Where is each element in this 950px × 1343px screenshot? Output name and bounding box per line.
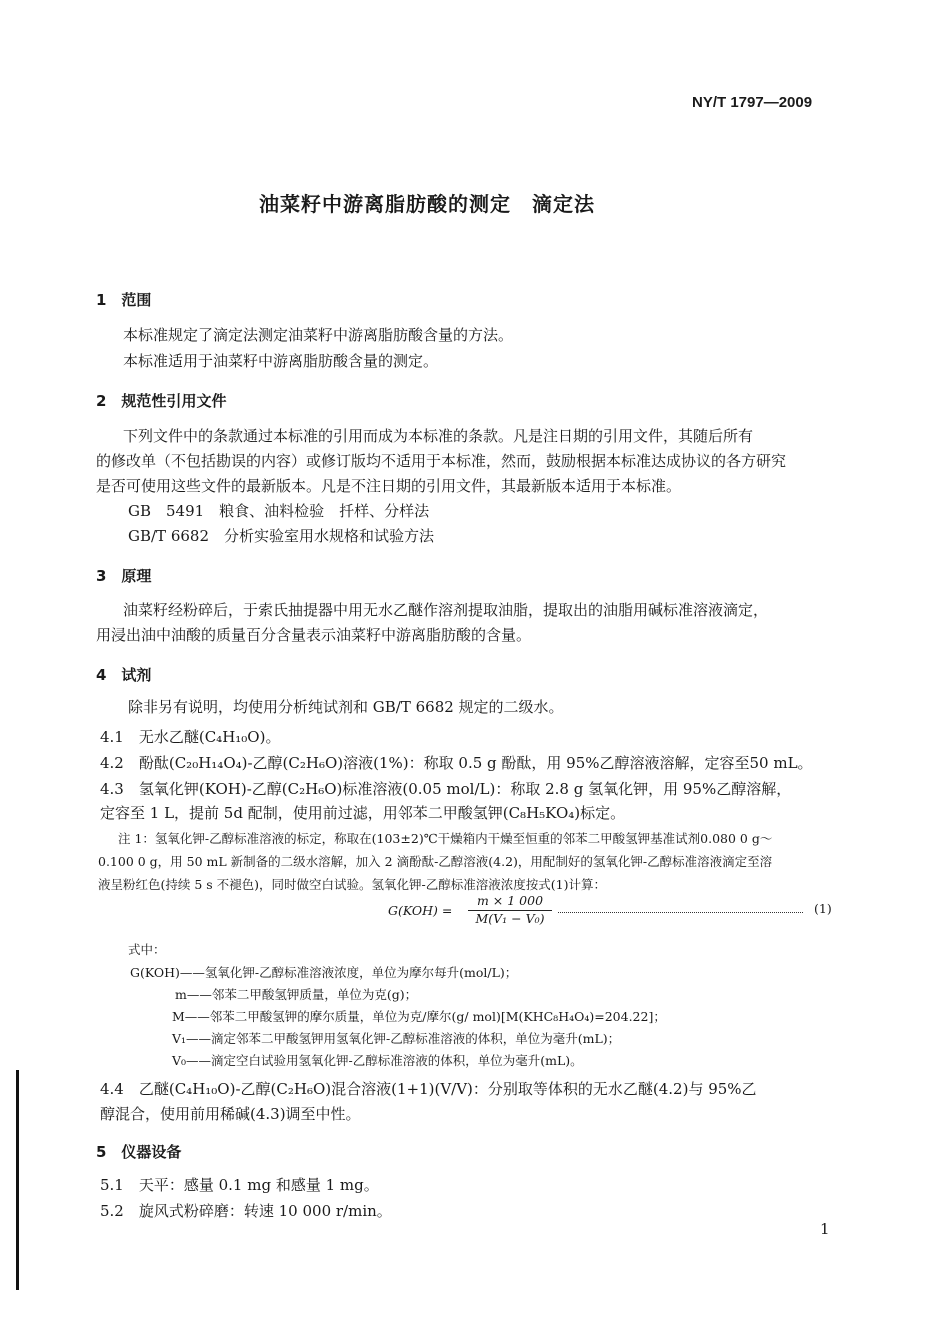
reference-gbt-6682: GB/T 6682 分析实验室用水规格和试验方法 (128, 527, 435, 545)
section-1-heading: 1 范围 (96, 291, 152, 309)
where-molar-mass: M——邻苯二甲酸氢钾的摩尔质量，单位为克/摩尔(g/ mol)[M(KHC₈H₄O₄)=204.22]； (172, 1009, 666, 1024)
section-4-intro: 除非另有说明，均使用分析纯试剂和 GB/T 6682 规定的二级水。 (128, 698, 564, 716)
clause-4-3-line-1: 4.3 氢氧化钾(KOH)-乙醇(C₂H₆O)标准溶液(0.05 mol/L)：称取 2.8 g 氢氧化钾，用 95%乙醇溶解， (100, 780, 792, 798)
reference-gb-5491: GB 5491 粮食、油料检验 扦样、分样法 (128, 502, 430, 520)
clause-4-4-line-1: 4.4 乙醚(C₄H₁₀O)-乙醇(C₂H₆O)混合溶液(1+1)(V/V)：分别取等体积的无水乙醚(4.2)与 95%乙 (100, 1080, 757, 1098)
document-title: 油菜籽中游离脂肪酸的测定 滴定法 (259, 192, 595, 216)
section-3-heading: 3 原理 (96, 567, 152, 585)
equation-number: (1) (814, 901, 832, 916)
where-gkoh: G(KOH)——氢氧化钾-乙醇标准溶液浓度，单位为摩尔每升(mol/L)； (130, 965, 518, 980)
clause-4-4-line-2: 醇混合，使用前用稀碱(4.3)调至中性。 (100, 1105, 361, 1123)
scan-edge-mark (16, 1070, 19, 1290)
section-1-line-2: 本标准适用于油菜籽中游离脂肪酸含量的测定。 (123, 352, 439, 370)
section-5-heading: 5 仪器设备 (96, 1143, 182, 1161)
section-2-line-3: 是否可使用这些文件的最新版本。凡是不注日期的引用文件，其最新版本适用于本标准。 (96, 477, 682, 495)
section-2-line-1: 下列文件中的条款通过本标准的引用而成为本标准的条款。凡是注日期的引用文件，其随后所有 (123, 427, 754, 445)
standard-number: NY/T 1797—2009 (692, 94, 813, 111)
formula-lhs: G(KOH) = (388, 903, 453, 918)
formula-denominator: M(V₁ − V₀) (475, 911, 545, 926)
clause-5-1: 5.1 天平：感量 0.1 mg 和感量 1 mg。 (100, 1176, 379, 1194)
section-3-line-1: 油菜籽经粉碎后，于索氏抽提器中用无水乙醚作溶剂提取油脂，提取出的油脂用碱标准溶液滴定， (123, 601, 769, 619)
section-2-line-2: 的修改单（不包括勘误的内容）或修订版均不适用于本标准，然而，鼓励根据本标准达成协议的各方研究 (96, 452, 787, 470)
where-v0: V₀——滴定空白试验用氢氧化钾-乙醇标准溶液的体积，单位为毫升(mL)。 (172, 1053, 583, 1068)
section-3-line-2: 用浸出油中油酸的质量百分含量表示油菜籽中游离脂肪酸的含量。 (96, 626, 532, 644)
leader-dots (558, 912, 803, 913)
page-number: 1 (820, 1220, 830, 1238)
section-2-heading: 2 规范性引用文件 (96, 392, 227, 410)
clause-5-2: 5.2 旋风式粉碎磨：转速 10 000 r/min。 (100, 1202, 392, 1220)
where-label: 式中： (128, 942, 166, 957)
section-4-heading: 4 试剂 (96, 666, 152, 684)
clause-4-2: 4.2 酚酞(C₂₀H₁₄O₄)-乙醇(C₂H₆O)溶液(1%)：称取 0.5 g 酚酞，用 95%乙醇溶液溶解，定容至50 mL。 (100, 754, 813, 772)
clause-4-1: 4.1 无水乙醚(C₄H₁₀O)。 (100, 728, 281, 746)
where-m: m——邻苯二甲酸氢钾质量，单位为克(g)； (175, 987, 418, 1002)
section-1-line-1: 本标准规定了滴定法测定油菜籽中游离脂肪酸含量的方法。 (123, 326, 514, 344)
formula-numerator: m × 1 000 (476, 893, 544, 908)
note-1-line-3: 液呈粉红色(持续 5 s 不褪色)，同时做空白试验。氢氧化钾-乙醇标准溶液浓度按式(1)计算： (98, 877, 606, 892)
clause-4-3-line-2: 定容至 1 L，提前 5d 配制，使用前过滤，用邻苯二甲酸氢钾(C₈H₅KO₄)标定。 (100, 804, 626, 822)
where-v1: V₁——滴定邻苯二甲酸氢钾用氢氧化钾-乙醇标准溶液的体积，单位为毫升(mL)； (172, 1031, 621, 1046)
note-1-line-1: 注 1：氢氧化钾-乙醇标准溶液的标定，称取在(103±2)℃干燥箱内干燥至恒重的邻苯二甲酸氢钾基准试剂0.080 0 g～ (118, 831, 773, 846)
note-1-line-2: 0.100 0 g，用 50 mL 新制备的二级水溶解，加入 2 滴酚酞-乙醇溶液(4.2)，用配制好的氢氧化钾-乙醇标准溶液滴定至溶 (98, 854, 773, 869)
